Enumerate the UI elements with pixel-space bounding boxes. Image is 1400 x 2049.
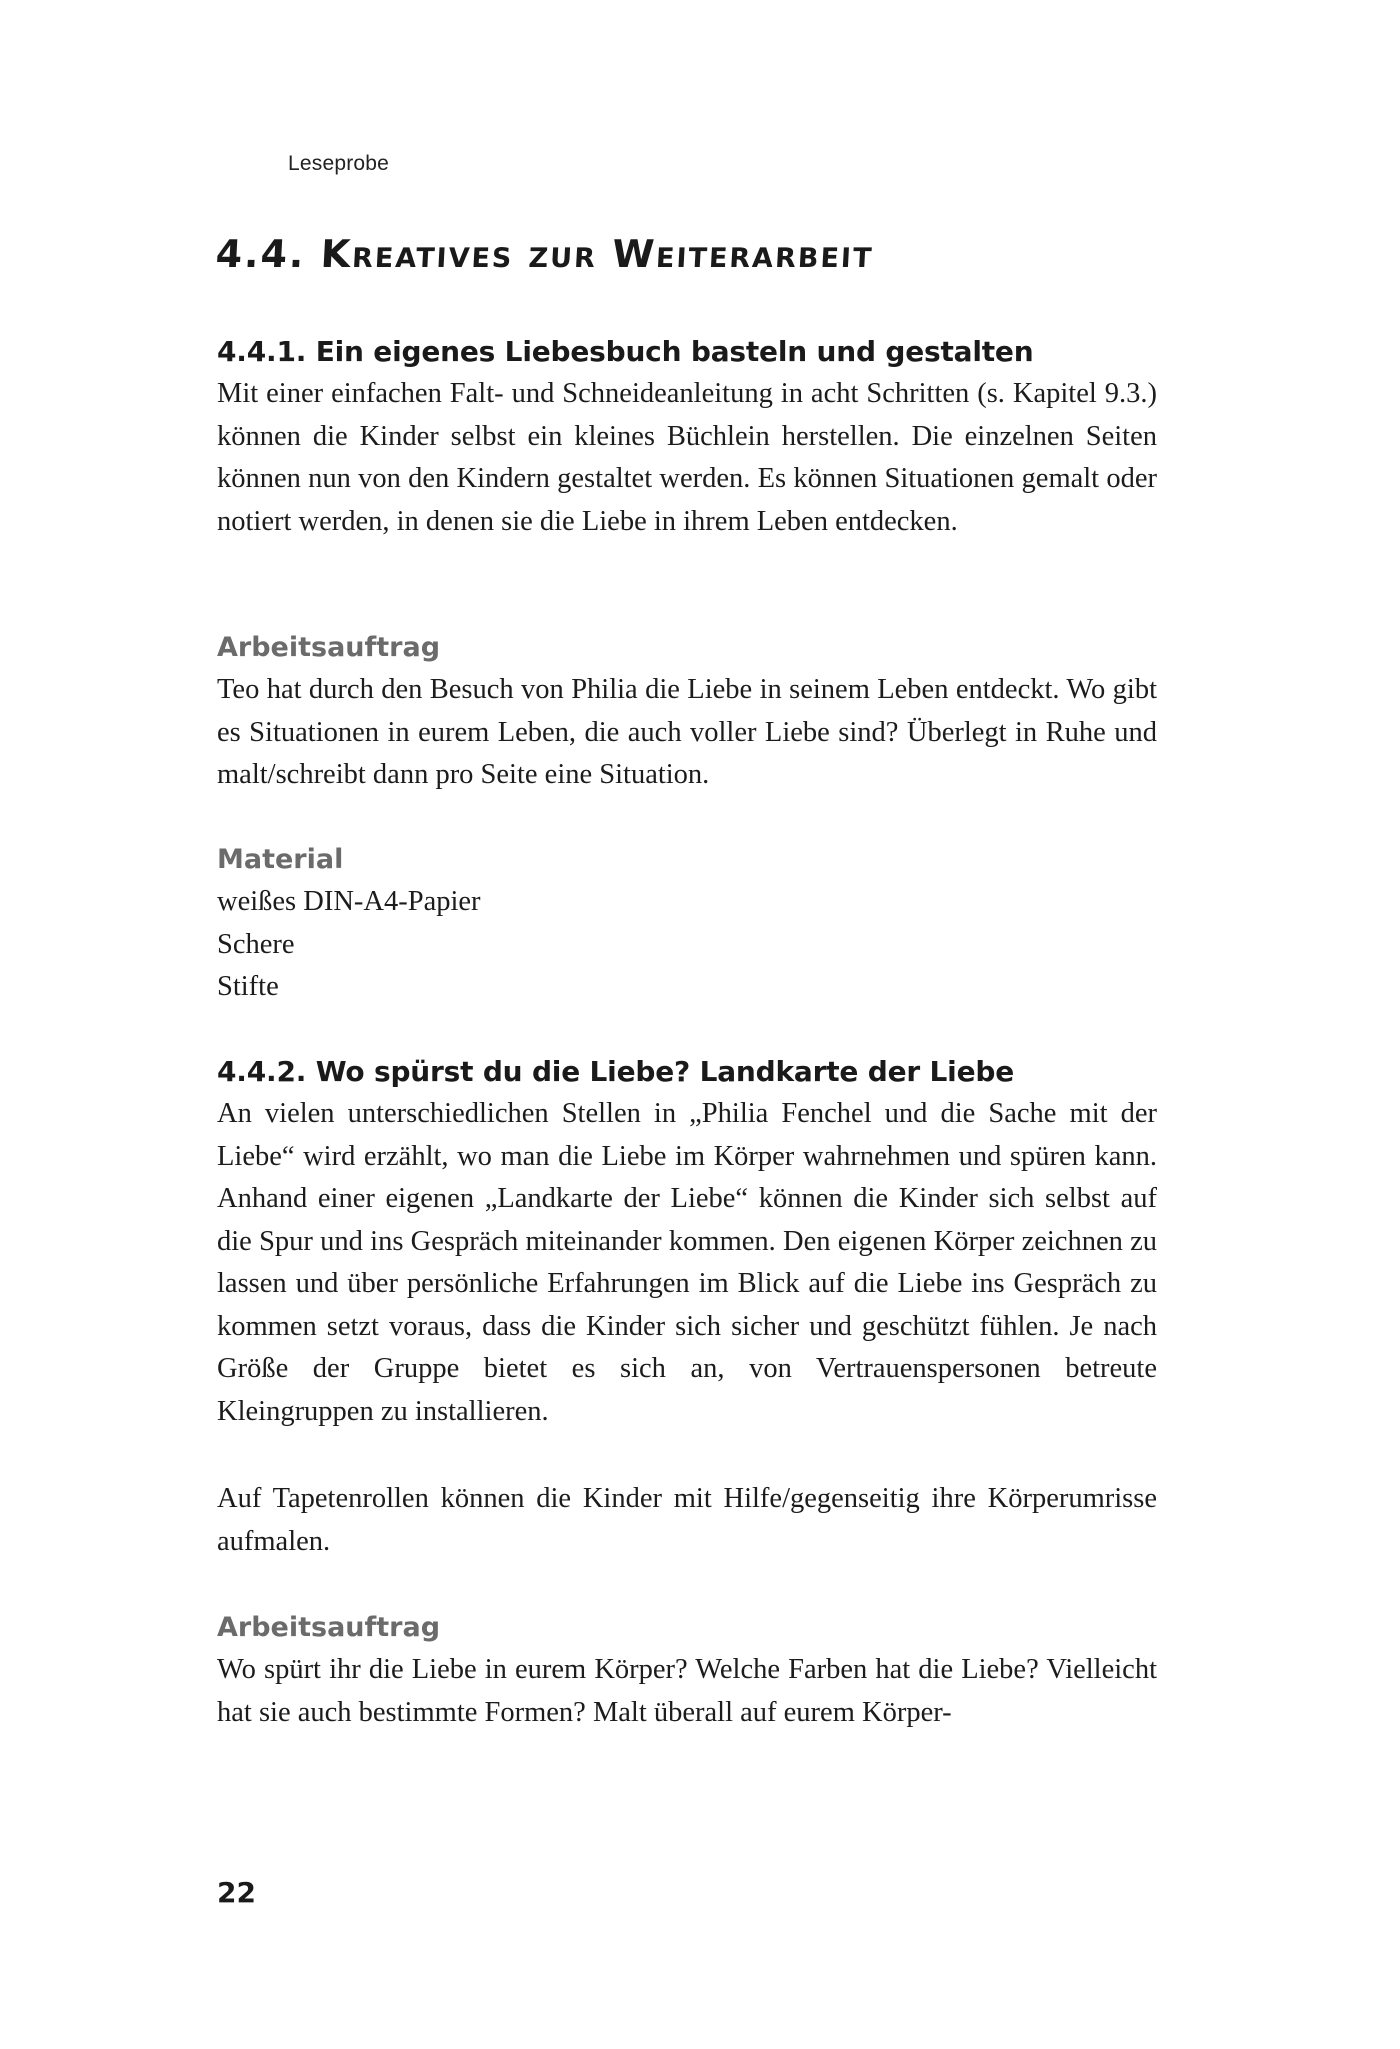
section-paragraph: An vielen unterschiedlichen Stellen in „Philia Fenchel und die Sache mit der Liebe“ wird erzählt, wo man die Liebe im Körper wahrnehmen und spüren kann. Anhand einer eigenen „Landkarte der Liebe“ können die Kinder sich selbst auf die Spur und ins Gespräch miteinander kommen. Den eigenen Körper zeichnen zu lassen und über persönliche Erfahrungen im Blick auf die Liebe ins Gespräch zu kommen setzt voraus, dass die Kinder sich sicher und geschützt fühlen. Je nach Größe der Gruppe bietet es sich an, von Vertrauenspersonen betreute Kleingruppen zu installieren. — [217, 1098, 1157, 1427]
material-item: Stifte — [217, 971, 279, 1002]
section-paragraph: Mit einer einfachen Falt- und Schneideanleitung in acht Schritten (s. Kapitel 9.3.) können die Kinder selbst ein kleines Büchlein herstellen. Die einzelnen Seiten können nun von den Kindern gestaltet werden. Es können Situationen gemalt oder notiert werden, in denen sie die Liebe in ihrem Leben entdecken. — [217, 378, 1157, 537]
section-4-4-2 — [217, 1050, 1157, 1433]
material-item: weißes DIN-A4-Papier — [217, 886, 481, 917]
material-item: Schere — [217, 928, 295, 960]
task-text: Teo hat durch den Besuch von Philia die Liebe in seinem Leben entdeckt. Wo gibt es Situationen in eurem Leben, die auch voller Liebe sind? Überlegt in Ruhe und malt/schreibt dann pro Seite eine Situation. — [217, 674, 1157, 790]
section-heading: 4.4.1. Ein eigenes Liebesbuch basteln und gestalten — [217, 335, 1034, 368]
material-label: Material — [217, 844, 344, 875]
running-header: Leseprobe — [288, 152, 390, 175]
section-4-4-1 — [217, 330, 1157, 543]
section-paragraph-2 — [217, 1478, 1157, 1563]
task-label: Arbeitsauftrag — [217, 1612, 441, 1643]
page-number: 22 — [217, 1876, 256, 1909]
task-label: Arbeitsauftrag — [217, 632, 441, 663]
task-text: Wo spürt ihr die Liebe in eurem Körper? Welche Farben hat die Liebe? Vielleicht hat sie auch bestimmte Formen? Malt überall auf eurem Körper- — [217, 1654, 1157, 1728]
chapter-title: 4.4. Kreatives zur Weiterarbeit — [214, 232, 875, 276]
task-block-1 — [217, 626, 1157, 797]
material-block — [217, 838, 1157, 1009]
section-paragraph: Auf Tapetenrollen können die Kinder mit Hilfe/gegenseitig ihre Körperumrisse aufmalen. — [217, 1483, 1157, 1557]
section-heading: 4.4.2. Wo spürst du die Liebe? Landkarte der Liebe — [217, 1055, 1014, 1088]
task-block-2 — [217, 1606, 1157, 1734]
